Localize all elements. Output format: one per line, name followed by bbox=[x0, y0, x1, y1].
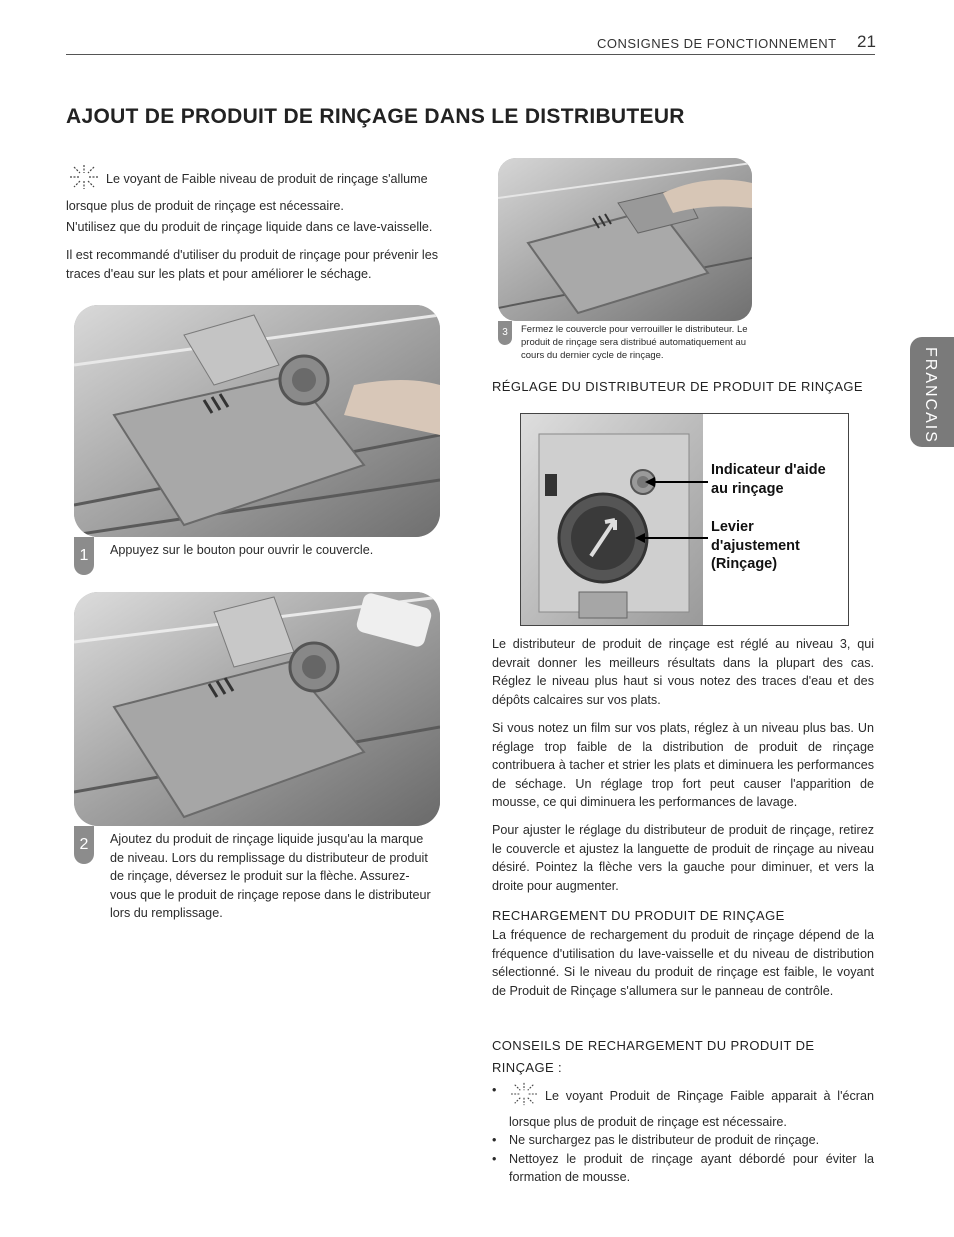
dispenser-diagram bbox=[520, 413, 849, 626]
language-tab-label: FRANCAIS bbox=[922, 347, 939, 444]
indicator-label: Indicateur d'aide au rinçage bbox=[711, 462, 826, 497]
step-1-photo bbox=[74, 305, 440, 537]
page-number: 21 bbox=[857, 32, 876, 51]
refill-heading: RECHARGEMENT DU PRODUIT DE RINÇAGE bbox=[492, 908, 785, 923]
step-2-number: 2 bbox=[74, 826, 94, 864]
page-title: AJOUT DE PRODUIT DE RINÇAGE DANS LE DISTRIBUTEUR bbox=[66, 105, 685, 128]
header-rule bbox=[66, 54, 875, 55]
tip-item-3: • Nettoyez le produit de rinçage ayant débordé pour éviter la formation de mousse. bbox=[492, 1150, 874, 1187]
step-3-photo bbox=[498, 158, 752, 321]
tip-text-1: Le voyant Produit de Rinçage Faible apparait à l'écran lorsque plus de produit de rinçage est nécessaire. bbox=[509, 1089, 874, 1129]
adjust-paragraph-1: Le distributeur de produit de rinçage est réglé au niveau 3, qui devrait donner les meilleurs résultats dans la plupart des cas. Réglez le niveau plus haut si vous notez des traces d'eau et des dépôts calcaires sur vos plats. bbox=[492, 637, 874, 707]
intro-paragraph-1 bbox=[66, 163, 452, 215]
step-1-number: 1 bbox=[74, 537, 94, 575]
tips-list bbox=[492, 1081, 874, 1187]
intro-paragraph-2: N'utilisez que du produit de rinçage liquide dans ce lave-vaisselle. bbox=[66, 220, 433, 234]
tips-heading: CONSEILS DE RECHARGEMENT DU PRODUIT DE RINÇAGE : bbox=[492, 1038, 815, 1075]
step-1-caption: Appuyez sur le bouton pour ouvrir le couvercle. bbox=[110, 543, 374, 557]
adjust-heading: RÉGLAGE DU DISTRIBUTEUR DE PRODUIT DE RINÇAGE bbox=[492, 379, 863, 394]
tip-item-2: • Ne surchargez pas le distributeur de produit de rinçage. bbox=[492, 1131, 874, 1150]
language-tab bbox=[910, 337, 954, 447]
step-3-number: 3 bbox=[498, 321, 512, 345]
intro-paragraph-3: Il est recommandé d'utiliser du produit de rinçage pour prévenir les traces d'eau sur les plats et pour améliorer le séchage. bbox=[66, 248, 439, 281]
tip-item-1 bbox=[492, 1081, 874, 1131]
refill-paragraph: La fréquence de rechargement du produit de rinçage dépend de la fréquence d'utilisation du lave-vaisselle et du niveau de distribution sélectionné. Si le niveau du produit de rinçage est faible, le voyant de Produit de Rinçage s'allumera sur le panneau de contrôle. bbox=[492, 928, 874, 998]
step-2-photo bbox=[74, 592, 440, 826]
lever-label: Levier d'ajustement (Rinçage) bbox=[711, 519, 800, 572]
intro-text-1: Le voyant de Faible niveau de produit de rinçage s'allume lorsque plus de produit de rinçage est nécessaire. bbox=[66, 172, 428, 213]
step-2-caption: Ajoutez du produit de rinçage liquide jusqu'au la marque de niveau. Lors du remplissage du distributeur de produit de rinçage, déversez le produit sur la flèche. Assurez-vous que le produit de rinçage repose dans le distributeur lors du remplissage. bbox=[110, 832, 431, 921]
header-section: CONSIGNES DE FONCTIONNEMENT bbox=[597, 36, 837, 51]
rinse-indicator-icon bbox=[509, 1081, 539, 1113]
rinse-indicator-icon bbox=[68, 163, 100, 197]
step-3-caption: Fermez le couvercle pour verrouiller le distributeur. Le produit de rinçage sera distribué automatiquement au cours du dernier cycle de rinçage. bbox=[521, 324, 748, 361]
adjust-paragraph-2: Si vous notez un film sur vos plats, réglez à un niveau plus bas. Un réglage trop faible de la distribution de produit de rinçage contribuera à tacher et strier les plats et diminuera les performances de séchage. Un réglage trop fort peut causer l'apparition de mousse, ce qui diminuera les performances de lavage. bbox=[492, 721, 874, 810]
adjust-paragraph-3: Pour ajuster le réglage du distributeur de produit de rinçage, retirez le couvercle et ajustez la languette de produit de rinçage au niveau désiré. Pointez la flèche vers la gauche pour diminuer, et vers la droite pour augmenter. bbox=[492, 823, 874, 893]
